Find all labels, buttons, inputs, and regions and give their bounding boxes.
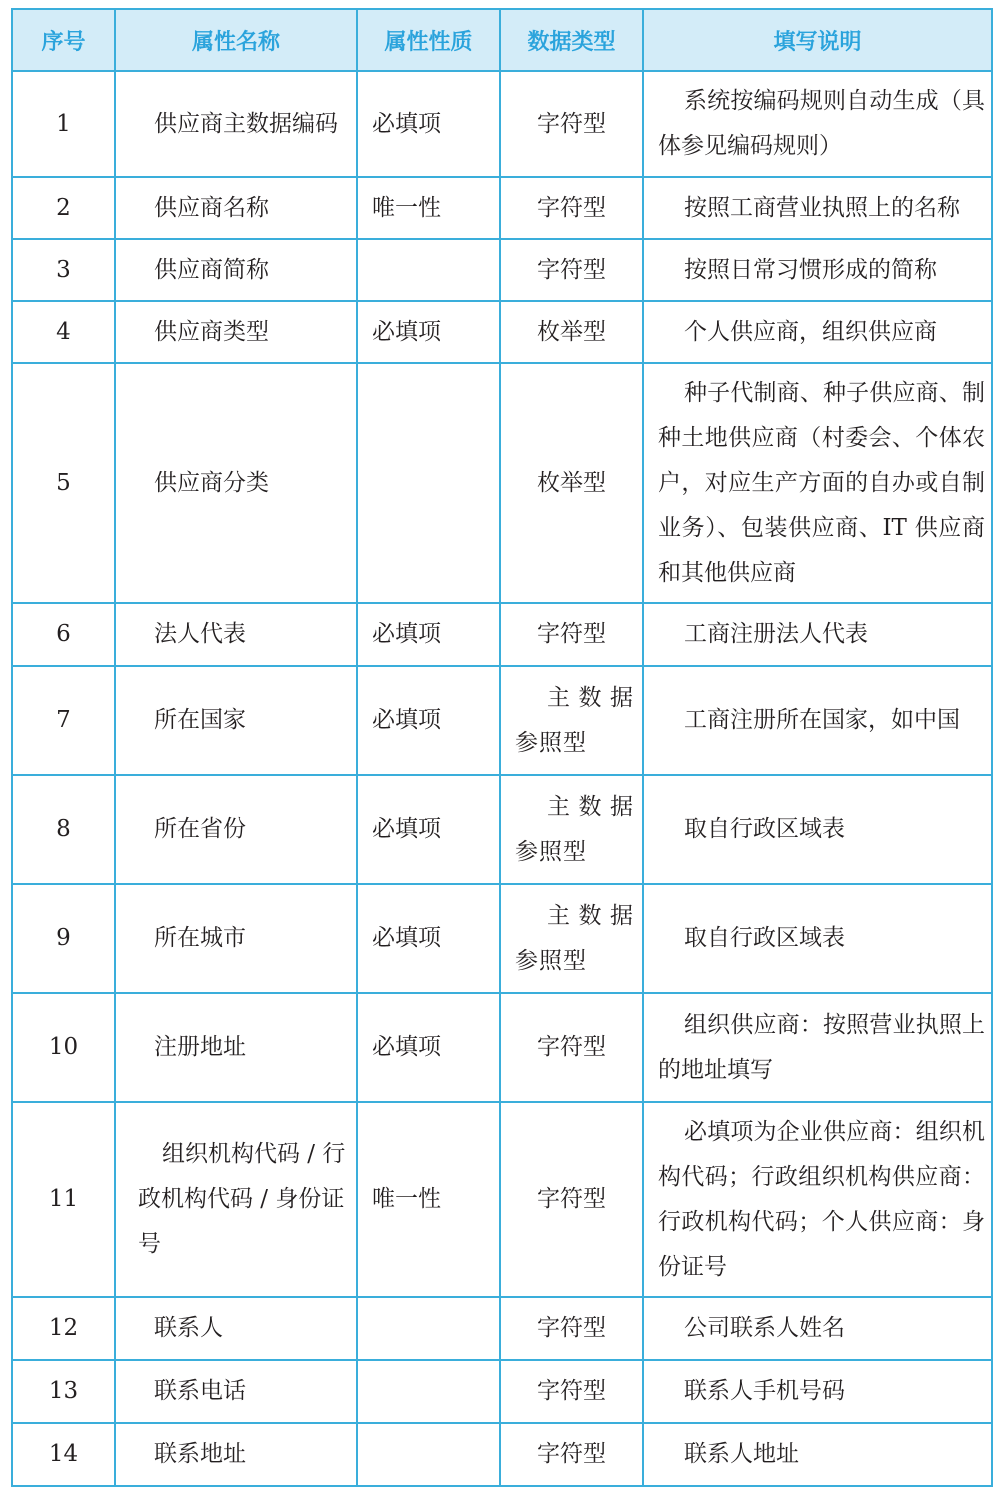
row-number: 3 <box>12 239 115 301</box>
fill-instructions: 取自行政区域表 <box>643 775 992 884</box>
attribute-nature: 必填项 <box>357 71 500 177</box>
attribute-nature <box>357 1297 500 1360</box>
fill-instructions: 必填项为企业供应商：组织机构代码；行政组织机构供应商：行政机构代码；个人供应商：身份证号 <box>643 1102 992 1297</box>
header-row <box>12 9 992 71</box>
fill-instructions: 组织供应商：按照营业执照上的地址填写 <box>643 993 992 1102</box>
table-row <box>12 239 992 301</box>
header-data-type: 数据类型 <box>500 9 643 71</box>
data-type: 枚举型 <box>500 301 643 363</box>
fill-instructions: 系统按编码规则自动生成（具体参见编码规则） <box>643 71 992 177</box>
fill-instructions: 按照工商营业执照上的名称 <box>643 177 992 239</box>
fill-instructions: 联系人手机号码 <box>643 1360 992 1423</box>
row-number: 5 <box>12 363 115 603</box>
fill-instructions: 按照日常习惯形成的简称 <box>643 239 992 301</box>
data-type: 字符型 <box>500 603 643 666</box>
attribute-name: 注册地址 <box>115 993 357 1102</box>
table-row <box>12 884 992 993</box>
data-type: 主数据参照型 <box>500 884 643 993</box>
table-row <box>12 1360 992 1423</box>
data-type: 字符型 <box>500 239 643 301</box>
data-type: 字符型 <box>500 993 643 1102</box>
data-type: 字符型 <box>500 1423 643 1486</box>
table-row <box>12 1102 992 1297</box>
attribute-name: 法人代表 <box>115 603 357 666</box>
attribute-nature <box>357 1360 500 1423</box>
attribute-nature <box>357 1423 500 1486</box>
data-type: 字符型 <box>500 1102 643 1297</box>
row-number: 8 <box>12 775 115 884</box>
attribute-name: 联系地址 <box>115 1423 357 1486</box>
row-number: 13 <box>12 1360 115 1423</box>
data-type: 字符型 <box>500 1360 643 1423</box>
header-attribute-nature: 属性性质 <box>357 9 500 71</box>
row-number: 9 <box>12 884 115 993</box>
attribute-name: 供应商简称 <box>115 239 357 301</box>
row-number: 10 <box>12 993 115 1102</box>
supplier-attribute-table <box>11 8 993 1487</box>
attribute-name: 供应商类型 <box>115 301 357 363</box>
attribute-name: 供应商名称 <box>115 177 357 239</box>
attribute-name: 所在国家 <box>115 666 357 775</box>
fill-instructions: 个人供应商，组织供应商 <box>643 301 992 363</box>
fill-instructions: 公司联系人姓名 <box>643 1297 992 1360</box>
attribute-nature: 唯一性 <box>357 177 500 239</box>
attribute-nature: 必填项 <box>357 301 500 363</box>
attribute-name: 所在省份 <box>115 775 357 884</box>
table-body <box>12 71 992 1486</box>
row-number: 11 <box>12 1102 115 1297</box>
row-number: 4 <box>12 301 115 363</box>
fill-instructions: 取自行政区域表 <box>643 884 992 993</box>
attribute-name: 供应商分类 <box>115 363 357 603</box>
table-row <box>12 1297 992 1360</box>
row-number: 6 <box>12 603 115 666</box>
attribute-nature: 必填项 <box>357 666 500 775</box>
table-header <box>12 9 992 71</box>
header-attribute-name: 属性名称 <box>115 9 357 71</box>
table-row <box>12 363 992 603</box>
attribute-name: 组织机构代码 / 行政机构代码 / 身份证号 <box>115 1102 357 1297</box>
attribute-nature: 必填项 <box>357 884 500 993</box>
attribute-nature: 必填项 <box>357 603 500 666</box>
attribute-name: 联系人 <box>115 1297 357 1360</box>
row-number: 1 <box>12 71 115 177</box>
attribute-nature <box>357 363 500 603</box>
attribute-nature: 必填项 <box>357 993 500 1102</box>
data-type: 主数据参照型 <box>500 666 643 775</box>
data-type: 字符型 <box>500 1297 643 1360</box>
row-number: 2 <box>12 177 115 239</box>
fill-instructions: 种子代制商、种子供应商、制种土地供应商（村委会、个体农户，对应生产方面的自办或自制业务）、包装供应商、IT 供应商和其他供应商 <box>643 363 992 603</box>
row-number: 12 <box>12 1297 115 1360</box>
table-row <box>12 1423 992 1486</box>
table-row <box>12 993 992 1102</box>
data-type: 字符型 <box>500 177 643 239</box>
row-number: 7 <box>12 666 115 775</box>
header-serial-number: 序号 <box>12 9 115 71</box>
table-row <box>12 301 992 363</box>
row-number: 14 <box>12 1423 115 1486</box>
fill-instructions: 工商注册法人代表 <box>643 603 992 666</box>
attribute-nature: 唯一性 <box>357 1102 500 1297</box>
table-row <box>12 71 992 177</box>
data-type: 枚举型 <box>500 363 643 603</box>
attribute-name: 所在城市 <box>115 884 357 993</box>
fill-instructions: 联系人地址 <box>643 1423 992 1486</box>
data-type: 字符型 <box>500 71 643 177</box>
table-row <box>12 666 992 775</box>
table-row <box>12 177 992 239</box>
attribute-nature: 必填项 <box>357 775 500 884</box>
header-fill-instructions: 填写说明 <box>643 9 992 71</box>
table-row <box>12 603 992 666</box>
attribute-name: 供应商主数据编码 <box>115 71 357 177</box>
attribute-nature <box>357 239 500 301</box>
table-row <box>12 775 992 884</box>
fill-instructions: 工商注册所在国家，如中国 <box>643 666 992 775</box>
attribute-name: 联系电话 <box>115 1360 357 1423</box>
data-type: 主数据参照型 <box>500 775 643 884</box>
